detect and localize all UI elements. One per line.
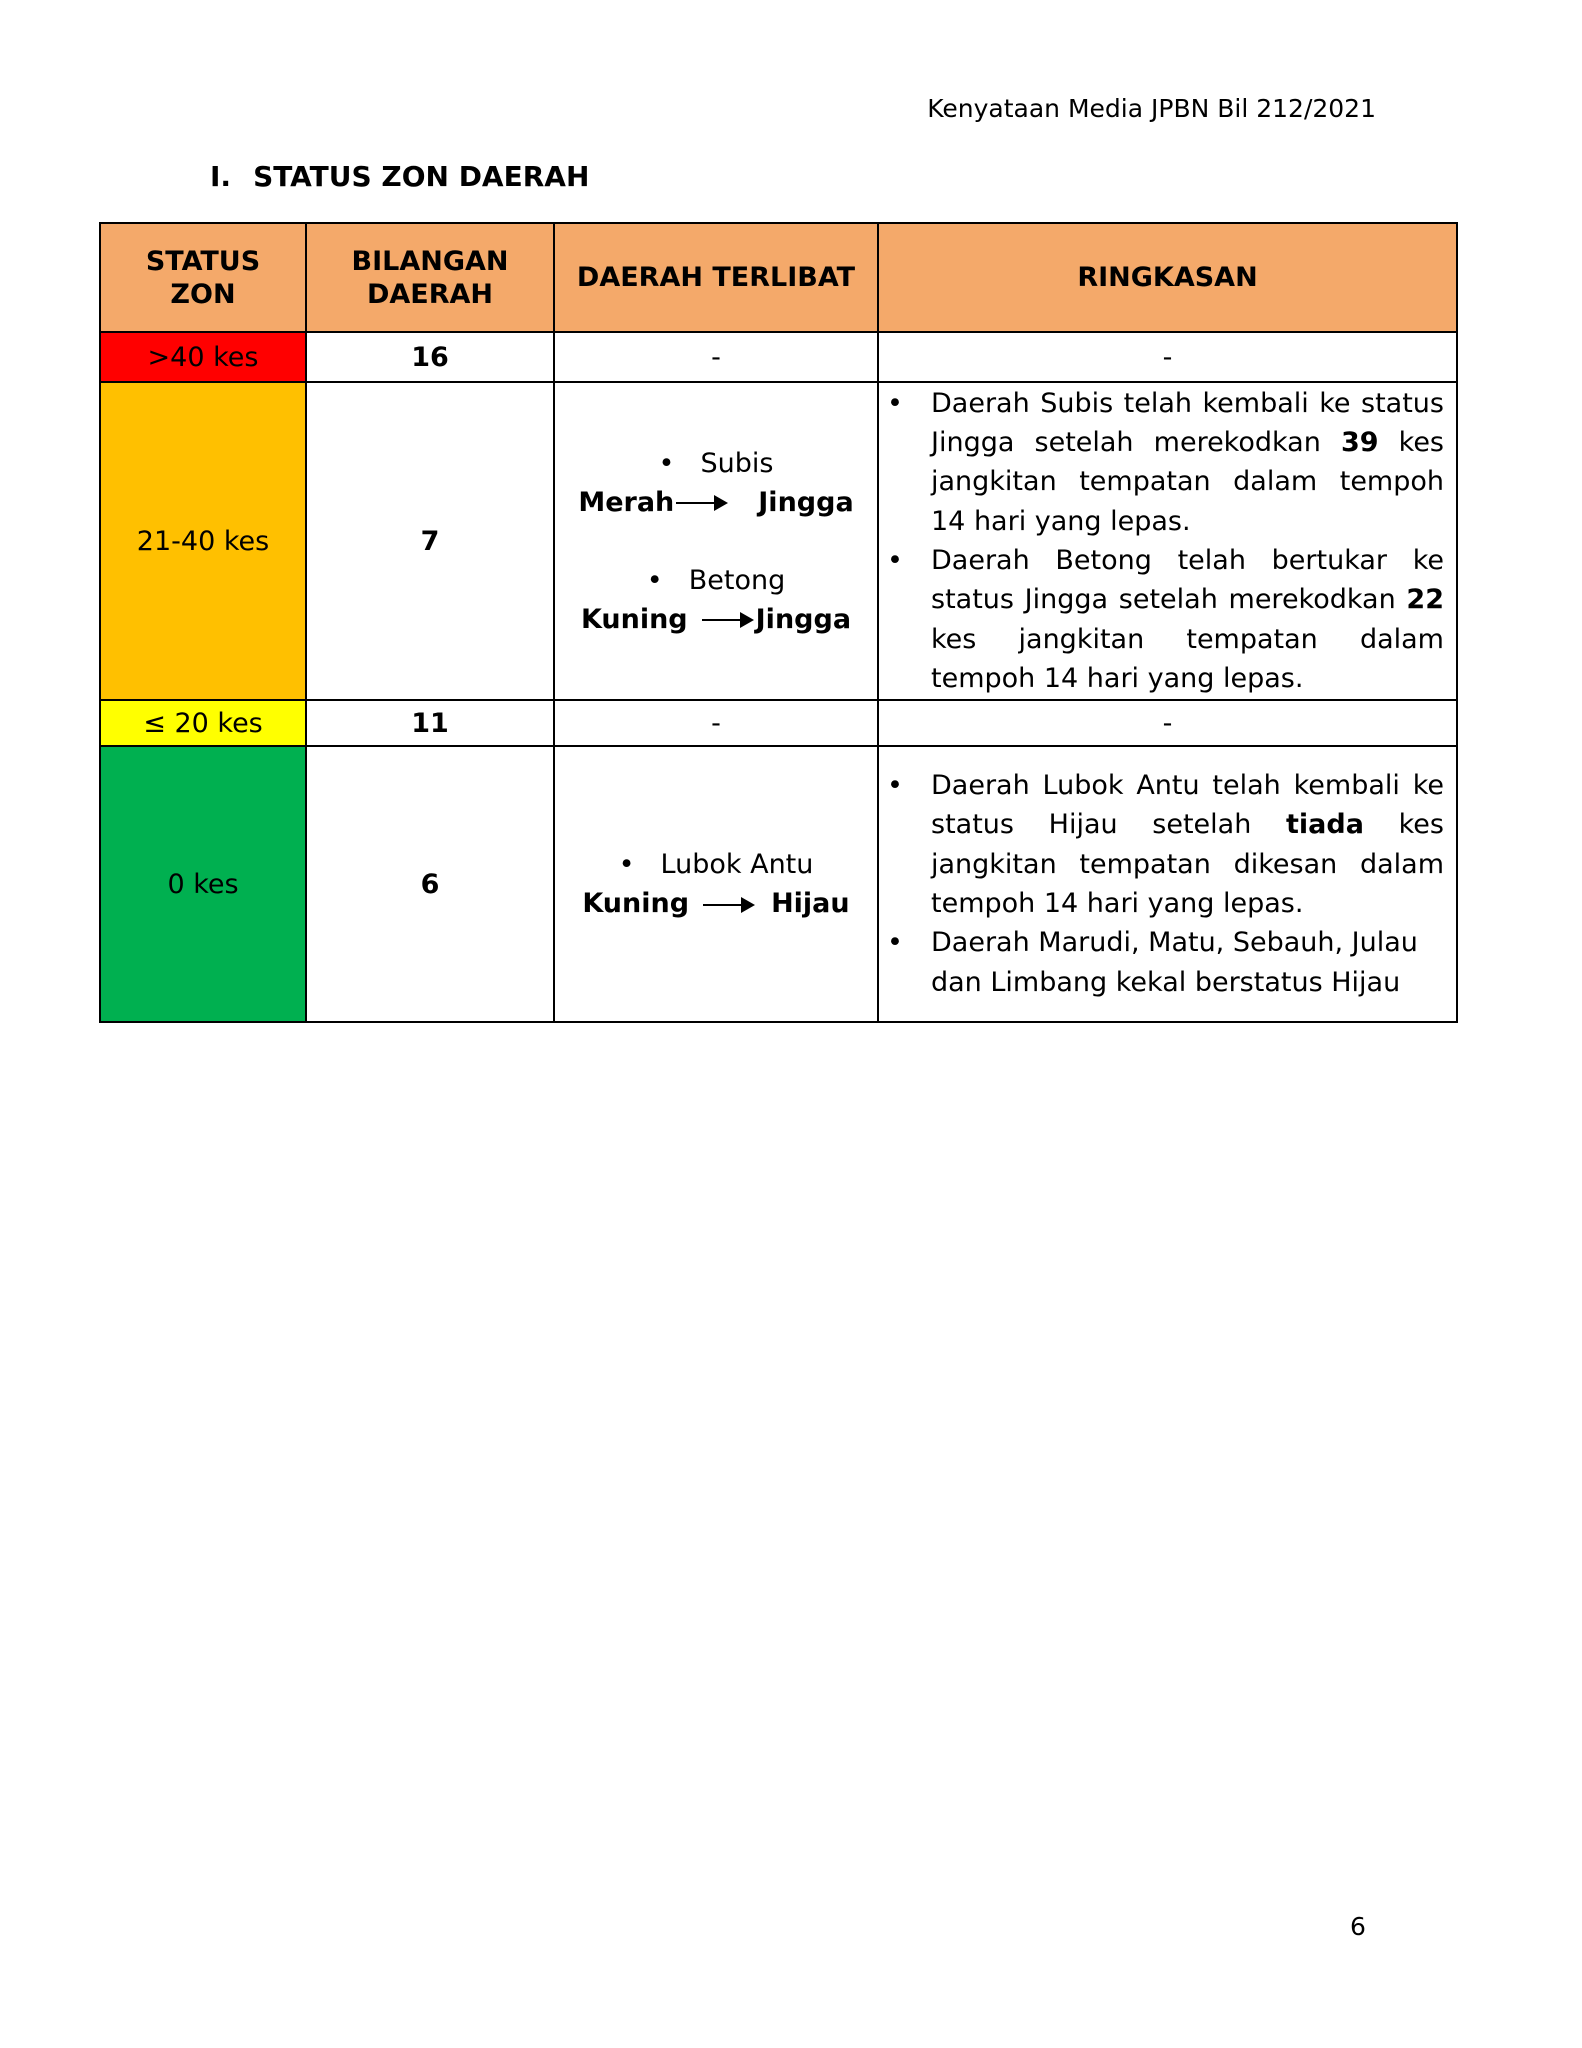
status-cell-green: 0 kes bbox=[100, 746, 306, 1022]
summary-item bbox=[879, 541, 1444, 698]
summary-text: kes jangkitan tempatan dikesan dalam tempoh 14 hari yang lepas. bbox=[931, 809, 1444, 919]
table-row bbox=[100, 700, 1457, 746]
district-name: • Betong bbox=[555, 561, 877, 600]
summary-item bbox=[879, 384, 1444, 541]
to-status: Jingga bbox=[755, 603, 852, 635]
table-row bbox=[100, 332, 1457, 382]
status-transition bbox=[555, 884, 877, 923]
summary-cell bbox=[878, 382, 1457, 700]
status-cell-red: >40 kes bbox=[100, 332, 306, 382]
page-number: 6 bbox=[1350, 1912, 1366, 1941]
summary-item bbox=[879, 766, 1444, 923]
summary-cell bbox=[878, 746, 1457, 1022]
summary-cell: - bbox=[878, 700, 1457, 746]
district-count-cell: 11 bbox=[306, 700, 554, 746]
header-summary: RINGKASAN bbox=[878, 223, 1457, 332]
district-count-cell: 6 bbox=[306, 746, 554, 1022]
districts-cell: - bbox=[554, 332, 878, 382]
to-status: Hijau bbox=[771, 888, 850, 919]
district-name: • Subis bbox=[555, 444, 877, 483]
from-status: Kuning bbox=[582, 888, 690, 919]
summary-text: Daerah Betong telah bertukar ke status Jingga setelah merekodkan bbox=[931, 545, 1444, 616]
table-row bbox=[100, 382, 1457, 700]
district-change bbox=[555, 845, 877, 923]
section-title-text: STATUS ZON DAERAH bbox=[253, 160, 590, 193]
arrow-right-icon bbox=[702, 619, 752, 621]
section-title bbox=[210, 160, 589, 193]
summary-list bbox=[879, 766, 1456, 1002]
header-status-line2: ZON bbox=[170, 278, 236, 310]
header-count-line1: BILANGAN bbox=[351, 245, 509, 277]
header-district-count bbox=[306, 223, 554, 332]
arrow-right-icon bbox=[676, 502, 726, 504]
table-header-row bbox=[100, 223, 1457, 332]
districts-cell bbox=[554, 382, 878, 700]
header-districts-involved: DAERAH TERLIBAT bbox=[554, 223, 878, 332]
summary-case-count: 22 bbox=[1406, 584, 1444, 616]
districts-cell bbox=[554, 746, 878, 1022]
district-name: • Lubok Antu bbox=[555, 845, 877, 884]
summary-text: Daerah Subis telah kembali ke status Jingga setelah merekodkan bbox=[931, 387, 1444, 459]
summary-text: kes jangkitan tempatan dalam tempoh 14 hari yang lepas. bbox=[931, 623, 1444, 694]
status-transition bbox=[555, 600, 877, 639]
summary-text: Daerah Marudi, Matu, Sebauh, Julau dan Limbang kekal berstatus Hijau bbox=[931, 927, 1418, 998]
table-row bbox=[100, 746, 1457, 1022]
district-count-cell: 7 bbox=[306, 382, 554, 700]
districts-cell: - bbox=[554, 700, 878, 746]
from-status: Kuning bbox=[580, 603, 688, 635]
status-transition bbox=[555, 483, 877, 522]
district-count-cell: 16 bbox=[306, 332, 554, 382]
summary-text: kes jangkitan tempatan dalam tempoh 14 hari yang lepas. bbox=[931, 427, 1444, 537]
status-cell-orange: 21-40 kes bbox=[100, 382, 306, 700]
header-count-line2: DAERAH bbox=[366, 278, 494, 310]
summary-text: Daerah Lubok Antu telah kembali ke status Hijau setelah bbox=[931, 770, 1444, 841]
summary-cell: - bbox=[878, 332, 1457, 382]
header-status-line1: STATUS bbox=[145, 245, 261, 277]
summary-item bbox=[879, 923, 1444, 1002]
from-status: Merah bbox=[578, 486, 675, 518]
to-status: Jingga bbox=[758, 486, 854, 518]
section-number: I. bbox=[210, 160, 232, 193]
zone-status-table bbox=[99, 222, 1458, 1023]
summary-emphasis: tiada bbox=[1286, 809, 1364, 841]
status-cell-yellow: ≤ 20 kes bbox=[100, 700, 306, 746]
summary-list bbox=[879, 384, 1456, 698]
document-reference: Kenyataan Media JPBN Bil 212/2021 bbox=[927, 94, 1376, 123]
arrow-right-icon bbox=[703, 904, 753, 906]
header-status-zone bbox=[100, 223, 306, 332]
summary-case-count: 39 bbox=[1340, 427, 1379, 459]
district-change bbox=[555, 444, 877, 639]
